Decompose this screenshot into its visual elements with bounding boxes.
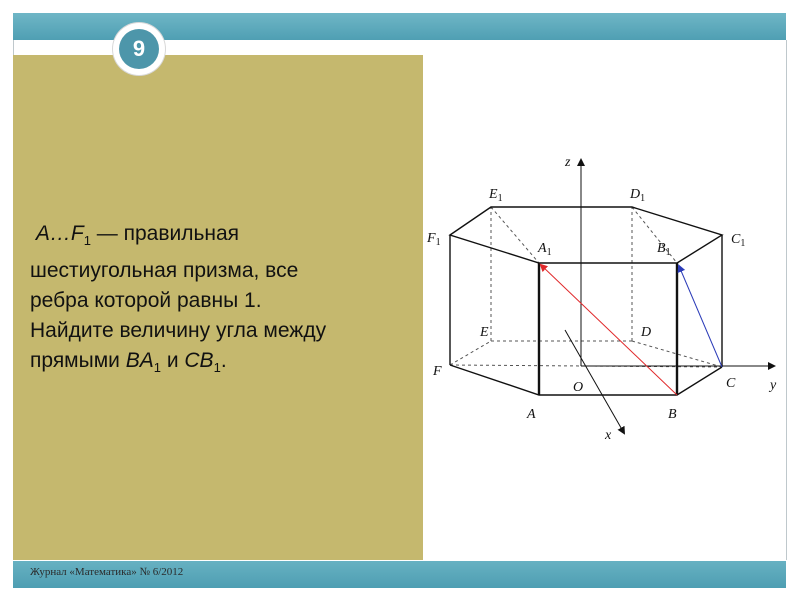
- label-z: z: [565, 155, 571, 170]
- prism-name-sub: 1: [83, 233, 91, 249]
- vector-cb1: [679, 266, 722, 367]
- prism-name: A…F: [35, 222, 84, 245]
- label-o: O: [573, 380, 584, 395]
- problem-text-5a: прямыми: [30, 349, 126, 373]
- line-ba1-sub: 1: [153, 360, 161, 376]
- problem-text-1: — правильная: [90, 222, 240, 245]
- slide-number: 9: [119, 29, 159, 69]
- label-c1: $C_1$: [731, 232, 746, 249]
- label-d: D: [641, 325, 652, 340]
- line-cb1-sub: 1: [213, 360, 221, 376]
- hidden-edges: [450, 207, 722, 367]
- label-e: E: [480, 325, 489, 340]
- label-y: y: [770, 378, 777, 393]
- label-f: F: [433, 364, 442, 379]
- label-f1: $F_1$: [427, 231, 441, 248]
- footer-source: Журнал «Математика» № 6/2012: [30, 566, 184, 578]
- problem-line-2: шестиугольная призма, все: [30, 259, 299, 283]
- problem-text-5e: .: [220, 349, 227, 373]
- slide-number-badge: [113, 23, 165, 75]
- label-x: x: [605, 428, 612, 443]
- line-cb1: CB: [184, 349, 214, 373]
- label-b1: $B_1$: [657, 241, 671, 258]
- line-ba1: BA: [125, 349, 154, 373]
- problem-line-3: ребра которой равны 1.: [30, 289, 262, 313]
- prism-diagram: [423, 140, 786, 450]
- problem-text-5c: и: [160, 349, 185, 373]
- vertex-labels: [426, 155, 777, 443]
- label-c: C: [726, 376, 736, 391]
- label-d1: $D_1$: [630, 187, 646, 204]
- right-border: [786, 40, 787, 560]
- problem-line-4: Найдите величину угла между: [30, 319, 327, 343]
- label-b: B: [668, 407, 677, 422]
- label-e1: $E_1$: [489, 187, 503, 204]
- label-a: A: [527, 407, 536, 422]
- problem-line-5: [30, 346, 415, 383]
- vector-ba1: [541, 265, 677, 395]
- bottom-edges: [450, 365, 722, 395]
- problem-statement: [30, 219, 415, 383]
- label-a1: $A_1$: [538, 241, 552, 258]
- problem-line-1: [30, 219, 415, 256]
